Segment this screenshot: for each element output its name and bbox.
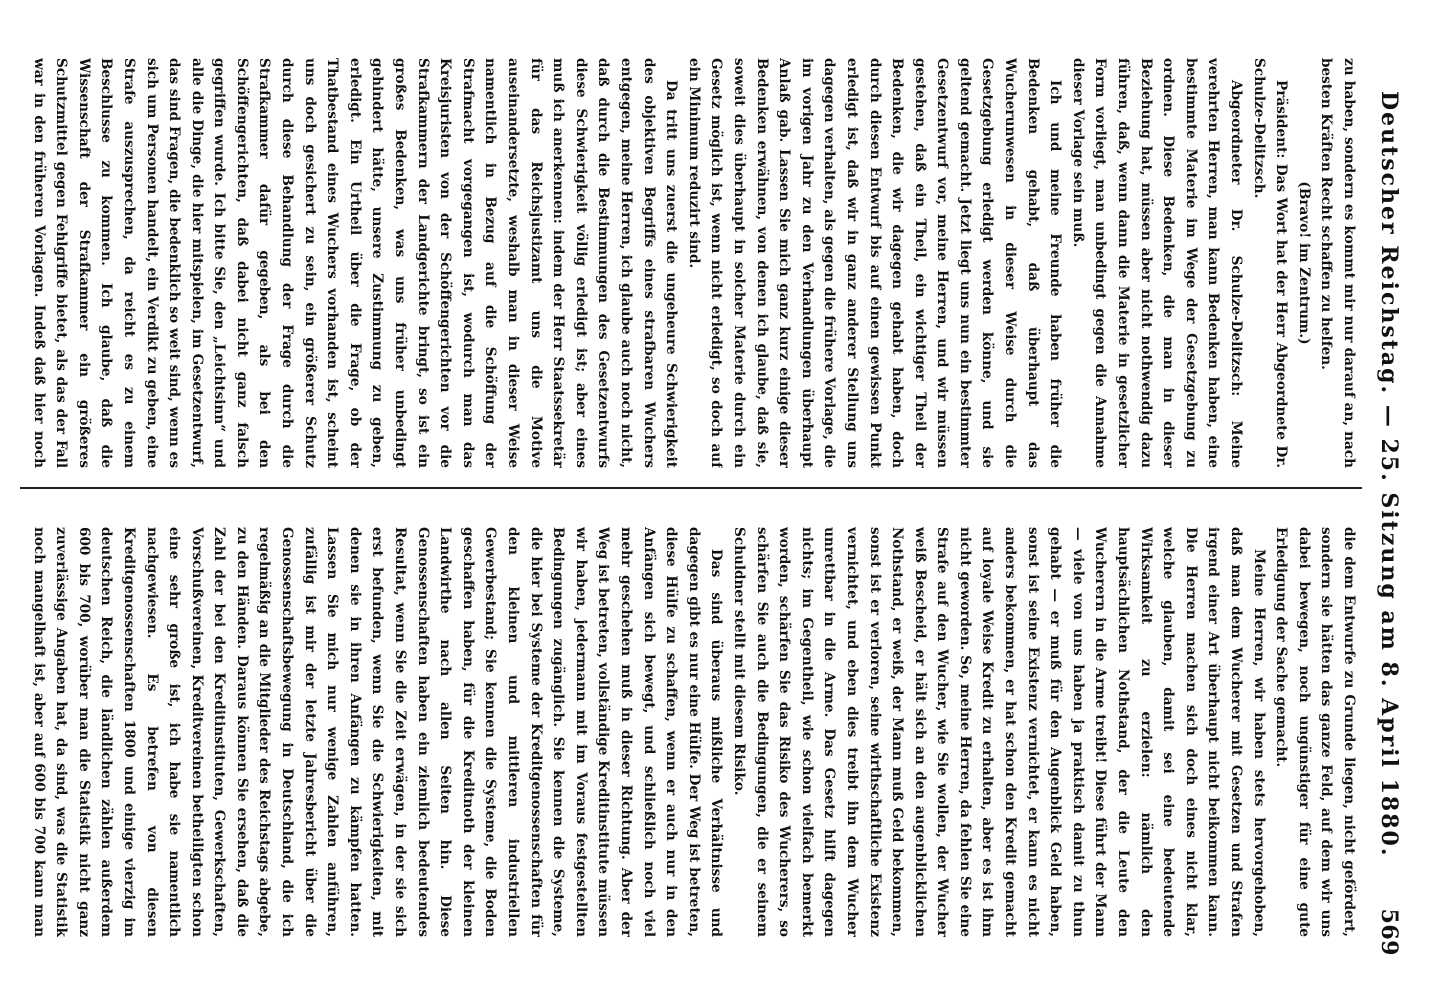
paragraph: Das sind überaus mißliche Verhältnisse und dagegen gibt es nur eine Hülfe. Der Weg ist betreten, diese Hülfe zu schaffen, wenn er auch nur in den Anfängen sich bewegt, und schließlich noch viel mehr geschehen muß in dieser Richtung. Aber der Weg ist betreten, vollständige Kreditinstitute müssen wir haben, jedermann mit im Voraus festgestellten Bedingungen zugänglich. Sie kennen die Systeme, die hier bei Systeme der Kreditgenossenschaften für den kleinen und mittleren industriellen Gewerbestand; Sie kennen die Systeme, die Boden geschaffen haben, für die Kreditnoth der kleinen Landwirthe nach allen Seiten hin. Diese Genossenschaften haben ein ziemlich bedeutendes Resultat, wenn Sie die Zeit erwägen, in der sie sich erst befunden, wenn Sie die Schwierigkeiten, mit denen sie in ihren Anfängen zu kämpfen hatten. Lassen Sie mich nur wenige Zahlen anführen, zufällig ist mir der letzte Jahresbericht über die Genossenschaftsbewegung in Deutschland, die ich regelmäßig an die Mitglieder des Reichstags abgebe, zu den Händen. Daraus können Sie ersehen, daß die Zahl der bei den Kreditinstituten, Gewerkschaften, Vorschußvereinen, Kreditvereinen betheiligten schon eine sehr große ist, ich habe sie namentlich nachgewiesen. Es betrefen von diesen Kreditgenossenschaften 1800 und einige vierzig im deutschen Reich, die ländlichen zählen außerdem 600 bis 700, worüber man die Statistik nicht ganz zuverlässige Angaben hat, da sind, was die Statistik noch mangelhaft ist, aber auf 600 bis 700 kann man: [30, 527, 725, 937]
paragraph: die dem Entwurfe zu Grunde liegen, nicht gefördert, sondern sie hätten das ganze Feld, auf dem wir uns dabei bewegen, noch ungünstiger für eine gute Erledigung der Sache gemacht.: [1273, 527, 1357, 937]
paragraph-speaker: Abgeordneter Dr. Schulze-Delitzsch: Meine verehrten Herren, man kann Bedenken haben, eine bestimmte Materie im Wege der Gesetzgebung zu ordnen. Diese Bedenken, die man in dieser Beziehung hat, müssen aber nicht nothwendig dazu führen, daß, wenn dann die Materie in gesetzlicher Form vorliegt, man unbedingt gegen die Annahme dieser Vorlage sein muß.: [1069, 58, 1245, 468]
paragraph: Da tritt uns zuerst die ungeheure Schwierigkeit des objektiven Begriffs eines strafbaren Wuchers entgegen, meine Herren, ich glaube auch noch nicht, daß durch die Bestimmungen des Gesetzentwurfs diese Schwierigkeit völlig erledigt ist; aber eines muß ich anerkennen: indem der Herr Staatssekretär für das Reichsjustizamt uns die Motive auseinandersetzte, weshalb man in dieser Weise namentlich in Bezug auf die Schöffung der Strafmacht vorgegangen ist, wodurch man das Kreisjuristen von der Schöffengerichten vor die Strafkammern der Landgerichte bringt, so ist ein großes Bedenken, was uns früher unbedingt gehindert hätte, unsere Zustimmung zu geben, erledigt. Ein Urtheil über die Frage, ob der Thatbestand eines Wuchers vorhanden ist, scheint uns doch gesichert zu sein, ein größerer Schutz durch diese Behandlung der Frage durch die Strafkammer dafür gegeben, als bei den Schöffengerichten, daß dabei nicht ganz falsch gegriffen wurde. Ich bitte Sie, den „Leichtsinn“ und alle die Dinge, die hier mitspielen, im Gesetzentwurf, das sind Fragen, die bedenklich so weit sind, wenn es sich um Personen handelt, ein Verdikt zu geben, eine Strafe auszusprechen, da reicht es zu einem Beschlusse zu kommen. Ich glaube, daß die Wissenschaft der Strafkammer ein größeres Schutzmittel gegen Fehlgriffe bietet, als das der Fall war in den früheren Vorlagen. Indeß daß hier noch: [30, 58, 680, 468]
page-number: 569: [1376, 908, 1402, 956]
left-column: [28, 58, 1360, 468]
running-header: [1372, 40, 1406, 956]
paragraph: zu haben, sondern es kommt mir nur darauf an, nach besten Kräften Recht schaffen zu helfen.: [1318, 58, 1357, 468]
paragraph: Meine Herren, wir haben stets hervorgehoben, daß man dem Wucherer mit Gesetzen und Strafen irgend einer Art überhaupt nicht beikommen kann. Die Herren machen sich doch eines nicht klar, welche glauben, damit sei eine bedeutende Wirksamkeit zu erzielen: nämlich den hauptsächlichen Nothstand, der die Leute den Wucherern in die Arme treibt! Diese führt der Mann — viele von uns haben ja praktisch damit zu thun gehabt — er muß für den Augenblick Geld haben, sonst ist seine Existenz vernichtet, er kann es nicht anders bekommen, er hat schon den Kredit gemacht auf loyale Weise Kredit zu erhalten, aber es ist ihm nicht geworden. So, meine Herren, da fehlen Sie eine Strafe auf den Wucher, wie Sie wollen, der Wucher weiß Bescheid, er hält sich an den augenblicklichen Nothstand, er weiß, der Mann muß Geld bekommen, sonst ist er verloren, seine wirthschaftliche Existenz vernichtet, und eben dies treibt ihn dem Wucher unrettbar in die Arme. Das Gesetz hilft dagegen nichts; im Gegentheil, wie schon vielfach bemerkt worden, schärfen Sie das Risiko des Wucherers, so schärfen Sie auch die Bedingungen, die er seinem Schuldner stellt mit diesem Risiko.: [730, 527, 1267, 937]
column-divider: [20, 487, 1362, 489]
applause-note: (Bravo! im Zentrum.): [1295, 181, 1312, 345]
header-title: Deutscher Reichstag. — 25. Sitzung am 8. April 1880.: [1376, 91, 1402, 858]
paragraph-president: Präsident: Das Wort hat der Herr Abgeordnete Dr. Schulze-Delitzsch.: [1250, 58, 1290, 468]
right-column: [28, 527, 1360, 937]
paragraph: Ich und meine Freunde haben früher die Bedenken gehabt, daß überhaupt das Wucherunwesen in dieser Weise durch die Gesetzgebung erledigt werden könne, und sie geltend gemacht. Jetzt liegt uns nun ein bestimmter Gesetzentwurf vor, meine Herren, und wir müssen gestehen, daß ein Theil, ein wichtiger Theil der Bedenken, die wir dagegen gehabt haben, doch durch diesen Entwurf bis auf einen gewissen Punkt erledigt ist, daß wir in ganz anderer Stellung uns dagegen verhalten, als gegen die frühere Vorlage, die im vorigen Jahr zu den Verhandlungen überhaupt Anlaß gab. Lassen Sie mich ganz kurz einige dieser Bedenken erwähnen, von denen ich glaube, daß sie, soweit dies überhaupt in solcher Materie durch ein Gesetz möglich ist, wenn nicht erledigt, so doch auf ein Minimum reduzirt sind.: [685, 58, 1064, 468]
